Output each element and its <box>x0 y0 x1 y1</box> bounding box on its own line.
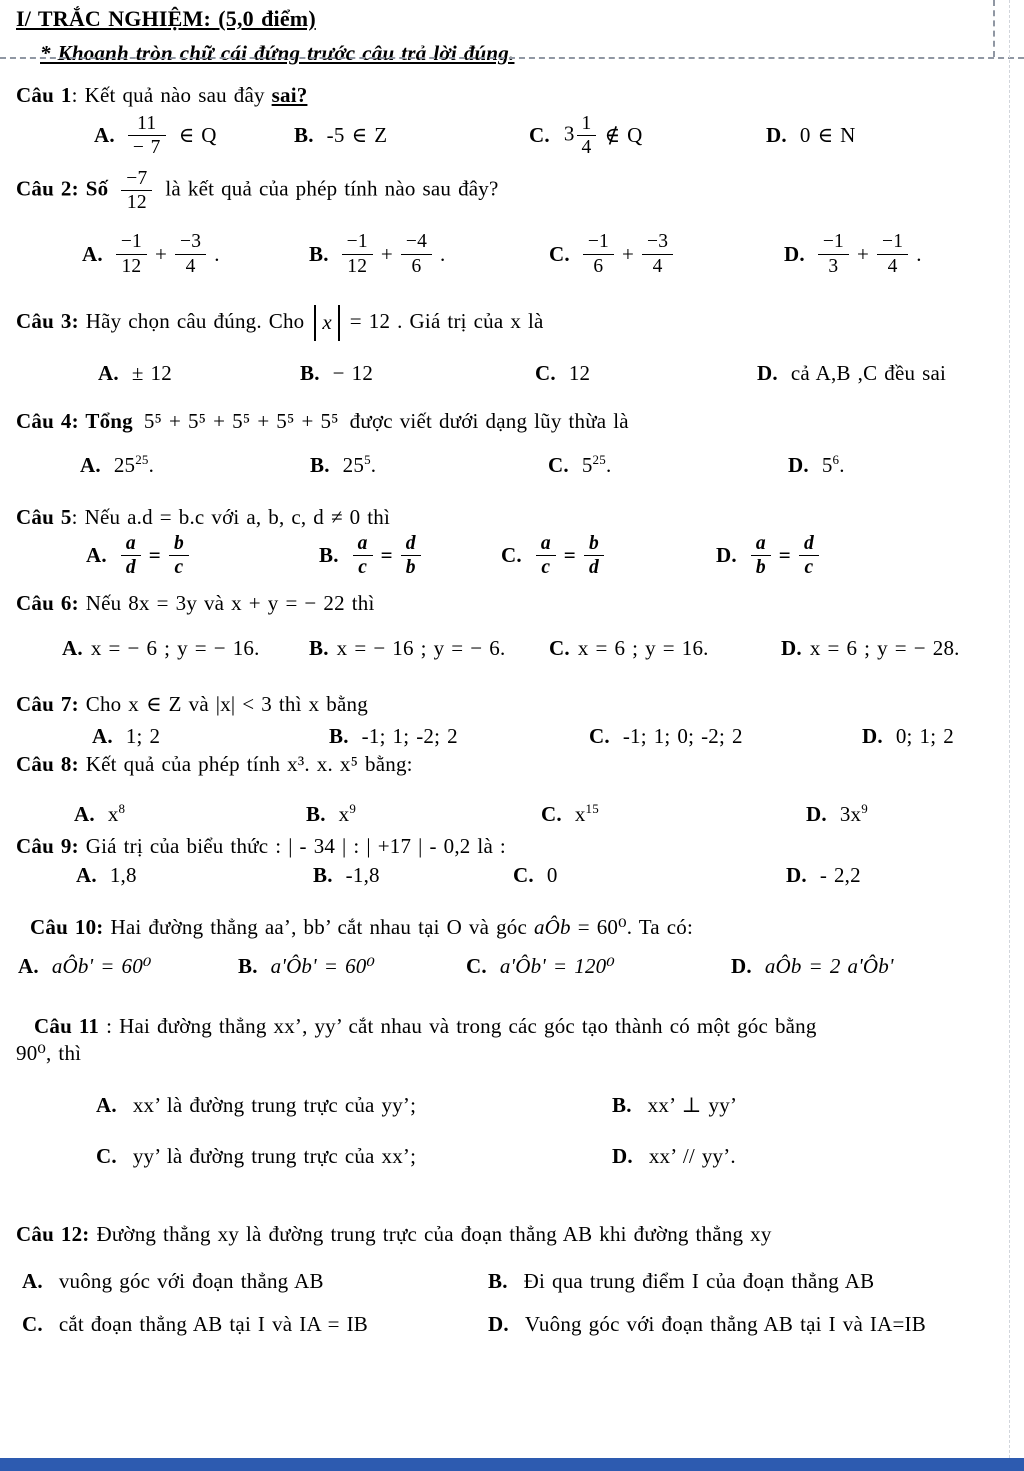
fraction-numerator: b <box>169 533 189 556</box>
option-text: -1; 1; -2; 2 <box>361 723 458 748</box>
option-text: 1; 2 <box>125 723 161 748</box>
question-1 <box>16 82 1006 109</box>
option-text: xx’ là đường trung trực của yy’; <box>132 1093 417 1118</box>
question-5-options <box>16 533 1006 578</box>
q4-option-d <box>788 453 1006 478</box>
question-7-options <box>16 724 1006 749</box>
power-exponent: 5 <box>364 451 371 467</box>
power-exponent: 9 <box>349 801 357 817</box>
option-letter: D. <box>786 863 807 888</box>
fraction-numerator: a <box>121 533 141 556</box>
fraction <box>353 533 373 578</box>
question-9-text: Giá trị của biểu thức : | - 34 | : | +17 | - 0,2 là : <box>78 834 506 859</box>
option-letter: C. <box>501 543 522 568</box>
option-letter: A. <box>62 635 83 660</box>
option-text: x = − 6 ; y = − 16. <box>90 635 260 660</box>
option-text: aÔb' = 60⁰ <box>51 953 152 978</box>
mixed-number <box>564 113 597 158</box>
power-expression <box>582 453 612 478</box>
question-5-text: : Nếu a.d = b.c với a, b, c, d ≠ 0 thì <box>71 504 391 529</box>
question-4-options <box>16 453 1006 478</box>
q5-option-b <box>319 533 501 578</box>
option-text: - 2,2 <box>819 863 861 888</box>
fraction-denominator: 12 <box>126 192 147 214</box>
mixed-number-whole: 3 <box>563 121 575 146</box>
option-text: − 12 <box>332 360 374 385</box>
question-11 <box>16 1013 1006 1040</box>
fraction-numerator: −3 <box>175 231 206 254</box>
option-letter: C. <box>466 953 487 978</box>
fraction-numerator: −1 <box>116 231 147 254</box>
q1-option-b <box>294 123 529 148</box>
option-letter: A. <box>92 723 113 748</box>
q2-option-a <box>82 231 309 276</box>
option-letter: D. <box>488 1311 509 1336</box>
question-12-options-row2 <box>16 1312 1006 1337</box>
operator-plus: + <box>621 241 635 266</box>
option-text: a'Ôb' = 60⁰ <box>270 953 376 978</box>
q6-option-b <box>309 636 549 661</box>
fraction-denominator: 3 <box>828 255 839 277</box>
power-sum-expression: 5⁵ + 5⁵ + 5⁵ + 5⁵ + 5⁵ <box>143 408 339 433</box>
fraction <box>121 533 141 578</box>
option-letter: B. <box>309 241 329 266</box>
option-letter: A. <box>18 953 39 978</box>
operator-plus: + <box>154 241 168 266</box>
fraction-denominator: b <box>405 557 416 579</box>
question-7-label: Câu 7: <box>16 691 79 716</box>
q3-option-a <box>98 361 300 386</box>
option-letter: C. <box>96 1144 117 1169</box>
question-10-text-2: = 60⁰. Ta có: <box>570 915 694 940</box>
fraction-denominator: 6 <box>411 255 422 277</box>
power-expression <box>108 802 125 827</box>
power-base: 5 <box>821 452 833 477</box>
page-edge-dashed-line <box>1009 0 1010 1458</box>
fraction-numerator: −4 <box>401 231 432 254</box>
option-text: . <box>214 241 220 266</box>
fraction <box>116 231 147 276</box>
margin-dashed-line-vertical <box>993 0 995 57</box>
fraction-denominator: d <box>588 557 599 579</box>
option-text: ∉ Q <box>604 123 643 148</box>
q9-option-d <box>786 863 1006 888</box>
q6-option-a <box>62 636 309 661</box>
option-text: x = 6 ; y = 16. <box>577 635 709 660</box>
option-letter: B. <box>238 953 258 978</box>
question-4 <box>16 408 1006 435</box>
power-base: x <box>338 802 350 827</box>
fraction <box>128 113 166 158</box>
fraction-denominator: c <box>358 557 368 579</box>
fraction-denominator: 4 <box>652 255 663 277</box>
option-letter: D. <box>806 802 827 827</box>
power-base: 3x <box>839 802 862 827</box>
fraction-numerator: a <box>536 533 556 556</box>
equals-sign: = <box>563 543 576 568</box>
fraction-numerator: −1 <box>877 231 908 254</box>
question-12 <box>16 1221 1006 1248</box>
fraction <box>401 231 432 276</box>
power-expression <box>575 802 599 827</box>
fraction <box>342 231 373 276</box>
q11-option-b <box>612 1093 1006 1118</box>
q9-option-a <box>76 863 313 888</box>
option-text: Đi qua trung điểm I của đoạn thẳng AB <box>523 1268 875 1293</box>
power-expression <box>114 453 154 478</box>
q8-option-a <box>74 802 306 827</box>
question-1-options <box>16 113 1006 158</box>
fraction-denominator: 12 <box>347 255 368 277</box>
option-letter: A. <box>82 241 103 266</box>
q6-option-c <box>549 636 781 661</box>
option-letter: C. <box>535 360 556 385</box>
q10-option-c <box>466 954 731 979</box>
power-exponent: 15 <box>585 801 599 817</box>
power-exponent: 25 <box>135 451 149 467</box>
option-text: cả A,B ,C đều sai <box>790 360 947 385</box>
option-letter: B. <box>612 1093 632 1118</box>
option-letter: A. <box>94 123 115 148</box>
option-letter: D. <box>731 953 752 978</box>
option-text: -1; 1; 0; -2; 2 <box>622 723 743 748</box>
fraction-denominator: 4 <box>887 255 898 277</box>
absolute-value-expression <box>314 305 340 341</box>
question-12-label: Câu 12: <box>16 1222 90 1247</box>
question-1-label: Câu 1 <box>16 83 72 107</box>
power-base: 5 <box>581 452 593 477</box>
option-letter: D. <box>862 723 883 748</box>
question-3 <box>16 305 1006 341</box>
fraction-numerator: d <box>799 533 819 556</box>
option-letter: B. <box>313 863 333 888</box>
option-text: -5 ∈ Z <box>326 123 388 148</box>
q1-option-d <box>766 123 1006 148</box>
operator-plus: + <box>856 241 870 266</box>
fraction-denominator: d <box>125 557 136 579</box>
option-letter: A. <box>80 452 101 477</box>
option-text: 0 <box>546 863 558 888</box>
fraction-denominator: c <box>804 557 814 579</box>
fraction-numerator: −1 <box>818 231 849 254</box>
option-letter: B. <box>488 1268 508 1293</box>
fraction-numerator: a <box>353 533 373 556</box>
question-12-options-row1 <box>16 1269 1006 1294</box>
q9-option-b <box>313 863 513 888</box>
question-11-line2 <box>16 1040 1006 1067</box>
option-letter: A. <box>74 802 95 827</box>
option-text: 1,8 <box>109 863 137 888</box>
power-expression <box>339 802 356 827</box>
option-text: yy’ là đường trung trực của xx’; <box>132 1144 417 1169</box>
power-expression <box>343 453 377 478</box>
question-1-text: : Kết quả nào sau đây <box>71 83 272 107</box>
question-2-options <box>16 231 1006 276</box>
q8-option-b <box>306 802 541 827</box>
q11-option-c <box>96 1144 612 1169</box>
q2-option-d <box>784 231 1006 276</box>
fraction-numerator: a <box>751 533 771 556</box>
fraction-numerator: −3 <box>642 231 673 254</box>
fraction-denominator: − 7 <box>132 137 161 159</box>
option-text: cắt đoạn thẳng AB tại I và IA = IB <box>58 1311 368 1336</box>
fraction <box>877 231 908 276</box>
fraction-denominator: 4 <box>185 255 196 277</box>
option-letter: A. <box>98 360 119 385</box>
q11-option-d <box>612 1144 1006 1169</box>
option-text: . <box>148 452 155 477</box>
power-expression <box>822 453 845 478</box>
fraction <box>175 231 206 276</box>
fraction-numerator: d <box>401 533 421 556</box>
fraction <box>751 533 771 578</box>
option-letter: D. <box>781 635 802 660</box>
fraction <box>401 533 421 578</box>
fraction <box>121 168 152 213</box>
fraction-denominator: c <box>541 557 551 579</box>
q7-option-b <box>329 724 589 749</box>
power-exponent: 25 <box>592 451 606 467</box>
fraction <box>169 533 189 578</box>
question-9-label: Câu 9: <box>16 834 79 859</box>
question-5-label: Câu 5 <box>16 504 72 529</box>
fraction-denominator: b <box>755 557 766 579</box>
question-11-text-line1: : Hai đường thẳng xx’, yy’ cắt nhau và trong các góc tạo thành có một góc bằng <box>99 1013 817 1038</box>
question-7-text: Cho x ∈ Z và |x| < 3 thì x bằng <box>78 691 368 716</box>
option-text: x = 6 ; y = − 28. <box>809 635 960 660</box>
q7-option-d <box>862 724 1006 749</box>
question-8-label: Câu 8: <box>16 751 79 776</box>
option-letter: C. <box>548 452 569 477</box>
q12-option-c <box>22 1312 488 1337</box>
fraction-numerator: −7 <box>121 168 152 191</box>
option-text: aÔb = 2 a'Ôb' <box>764 953 894 978</box>
option-text: 0 ∈ N <box>799 123 856 148</box>
option-letter: B. <box>309 635 329 660</box>
q1-option-a <box>94 113 294 158</box>
option-text: ± 12 <box>131 360 172 385</box>
option-text: -1,8 <box>345 863 380 888</box>
question-11-label: Câu 11 <box>34 1013 100 1038</box>
q8-option-d <box>806 802 1006 827</box>
option-text: ∈ Q <box>178 123 217 148</box>
q5-option-c <box>501 533 716 578</box>
q12-option-b <box>488 1269 1006 1294</box>
option-letter: D. <box>766 123 787 148</box>
power-exponent: 9 <box>861 801 868 817</box>
option-text: vuông góc với đoạn thẳng AB <box>58 1268 324 1293</box>
q8-option-c <box>541 802 806 827</box>
option-letter: B. <box>319 543 339 568</box>
q3-option-b <box>300 361 535 386</box>
question-3-text-1: Hãy chọn câu đúng. Cho <box>78 308 312 333</box>
page-title: I/ TRẮC NGHIỆM: (5,0 điểm) <box>16 6 316 31</box>
option-text: 0; 1; 2 <box>895 723 954 748</box>
option-letter: C. <box>541 802 562 827</box>
question-12-text: Đường thẳng xy là đường trung trực của đoạn thẳng AB khi đường thẳng xy <box>89 1222 772 1247</box>
option-text: Vuông góc với đoạn thẳng AB tại I và IA=IB <box>524 1311 926 1336</box>
fraction-numerator: b <box>584 533 604 556</box>
power-expression <box>840 802 868 827</box>
question-7 <box>16 691 1006 718</box>
power-base: x <box>107 802 119 827</box>
option-letter: A. <box>96 1093 117 1118</box>
question-6-options <box>16 636 1006 661</box>
option-text: . <box>916 241 922 266</box>
power-base: 25 <box>342 452 365 477</box>
option-letter: A. <box>76 863 97 888</box>
option-letter: B. <box>300 360 320 385</box>
option-letter: C. <box>549 241 570 266</box>
fraction-numerator: 1 <box>577 113 597 136</box>
option-text: . <box>440 241 446 266</box>
fraction <box>536 533 556 578</box>
q5-option-d <box>716 533 1006 578</box>
q3-option-c <box>535 361 757 386</box>
q2-option-c <box>549 231 784 276</box>
power-exponent: 6 <box>832 451 840 467</box>
equals-sign: = <box>778 543 791 568</box>
q4-option-c <box>548 453 788 478</box>
fraction-denominator: 6 <box>593 255 604 277</box>
option-letter: D. <box>784 241 805 266</box>
option-letter: D. <box>788 452 809 477</box>
fraction <box>818 231 849 276</box>
option-text: . <box>370 452 377 477</box>
option-letter: C. <box>549 635 570 660</box>
option-text: . <box>839 452 845 477</box>
q10-option-d <box>731 954 1006 979</box>
fraction <box>642 231 673 276</box>
fraction <box>577 113 597 158</box>
angle-expression: aÔb <box>533 915 571 940</box>
option-text: x = − 16 ; y = − 6. <box>336 635 506 660</box>
question-10 <box>16 914 1006 941</box>
instruction-line: * Khoanh tròn chữ cái đứng trước câu trả lời đúng. <box>40 41 515 65</box>
power-base: x <box>574 802 586 827</box>
abs-bar-left <box>314 305 316 341</box>
question-1-emphasis: sai? <box>271 83 308 107</box>
question-10-label: Câu 10: <box>30 915 104 940</box>
fraction-numerator: −1 <box>342 231 373 254</box>
q5-option-a <box>86 533 319 578</box>
question-3-options <box>16 361 1006 386</box>
q6-option-d <box>781 636 1006 661</box>
option-letter: D. <box>716 543 737 568</box>
q7-option-c <box>589 724 862 749</box>
option-letter: B. <box>306 802 326 827</box>
q12-option-a <box>22 1269 488 1294</box>
option-letter: C. <box>513 863 534 888</box>
question-3-label: Câu 3: <box>16 308 79 333</box>
q2-option-b <box>309 231 549 276</box>
fraction-denominator: c <box>174 557 184 579</box>
option-text: 12 <box>568 360 591 385</box>
question-4-label: Câu 4: Tổng <box>16 408 133 433</box>
question-8 <box>16 751 1006 778</box>
option-letter: B. <box>329 723 349 748</box>
option-letter: A. <box>22 1268 43 1293</box>
q1-option-c <box>529 113 766 158</box>
question-4-text: được viết dưới dạng lũy thừa là <box>349 408 629 433</box>
q9-option-c <box>513 863 786 888</box>
q12-option-d <box>488 1312 1006 1337</box>
q4-option-b <box>310 453 548 478</box>
question-3-text-2: = 12 <box>342 308 398 333</box>
equals-sign: = <box>148 543 161 568</box>
option-letter: A. <box>86 543 107 568</box>
question-8-text: Kết quả của phép tính x³. x. x⁵ bằng: <box>78 751 413 776</box>
question-5 <box>16 504 1006 531</box>
margin-dashed-line-horizontal <box>0 57 1024 59</box>
question-11-text-line2: 90⁰, thì <box>16 1041 82 1066</box>
option-letter: D. <box>757 360 778 385</box>
option-letter: C. <box>529 123 550 148</box>
question-6 <box>16 590 1006 617</box>
option-text: a'Ôb' = 120⁰ <box>499 953 615 978</box>
question-10-options <box>16 954 1006 979</box>
question-10-text-1: Hai đường thẳng aa’, bb’ cắt nhau tại O và góc <box>103 915 534 940</box>
fraction <box>583 231 614 276</box>
option-text: xx’ // yy’. <box>648 1144 736 1169</box>
option-letter: B. <box>294 123 314 148</box>
power-exponent: 8 <box>118 801 126 817</box>
option-text: . <box>605 452 612 477</box>
q11-option-a <box>96 1093 612 1118</box>
fraction-numerator: 11 <box>128 113 166 136</box>
question-11-options-row1 <box>16 1093 1006 1118</box>
question-2-text: là kết quả của phép tính nào sau đây? <box>165 176 499 201</box>
fraction-denominator: 12 <box>121 255 142 277</box>
fraction-numerator: −1 <box>583 231 614 254</box>
power-base: 25 <box>113 452 136 477</box>
option-text: xx’ ⊥ yy’ <box>647 1093 738 1118</box>
question-11-options-row2 <box>16 1144 1006 1169</box>
option-letter: C. <box>589 723 610 748</box>
question-2 <box>16 168 1006 213</box>
fraction-denominator: 4 <box>581 137 592 159</box>
question-2-label: Câu 2: Số <box>16 176 109 201</box>
fraction <box>799 533 819 578</box>
option-letter: B. <box>310 452 330 477</box>
q10-option-a <box>18 954 238 979</box>
q10-option-b <box>238 954 466 979</box>
abs-variable: x <box>322 309 332 334</box>
q3-option-d <box>757 361 1006 386</box>
option-letter: D. <box>612 1144 633 1169</box>
operator-plus: + <box>380 241 393 266</box>
question-3-text-3: . Giá trị của x là <box>397 308 544 333</box>
q4-option-a <box>80 453 310 478</box>
q7-option-a <box>92 724 329 749</box>
question-9-options <box>16 863 1006 888</box>
equals-sign: = <box>380 543 393 568</box>
question-9 <box>16 833 1006 860</box>
abs-bar-right <box>338 305 340 341</box>
bottom-bar <box>0 1458 1024 1471</box>
question-6-text: Nếu 8x = 3y và x + y = − 22 thì <box>78 591 375 616</box>
fraction <box>584 533 604 578</box>
question-6-label: Câu 6: <box>16 591 79 616</box>
question-8-options <box>16 802 1006 827</box>
option-letter: C. <box>22 1311 43 1336</box>
